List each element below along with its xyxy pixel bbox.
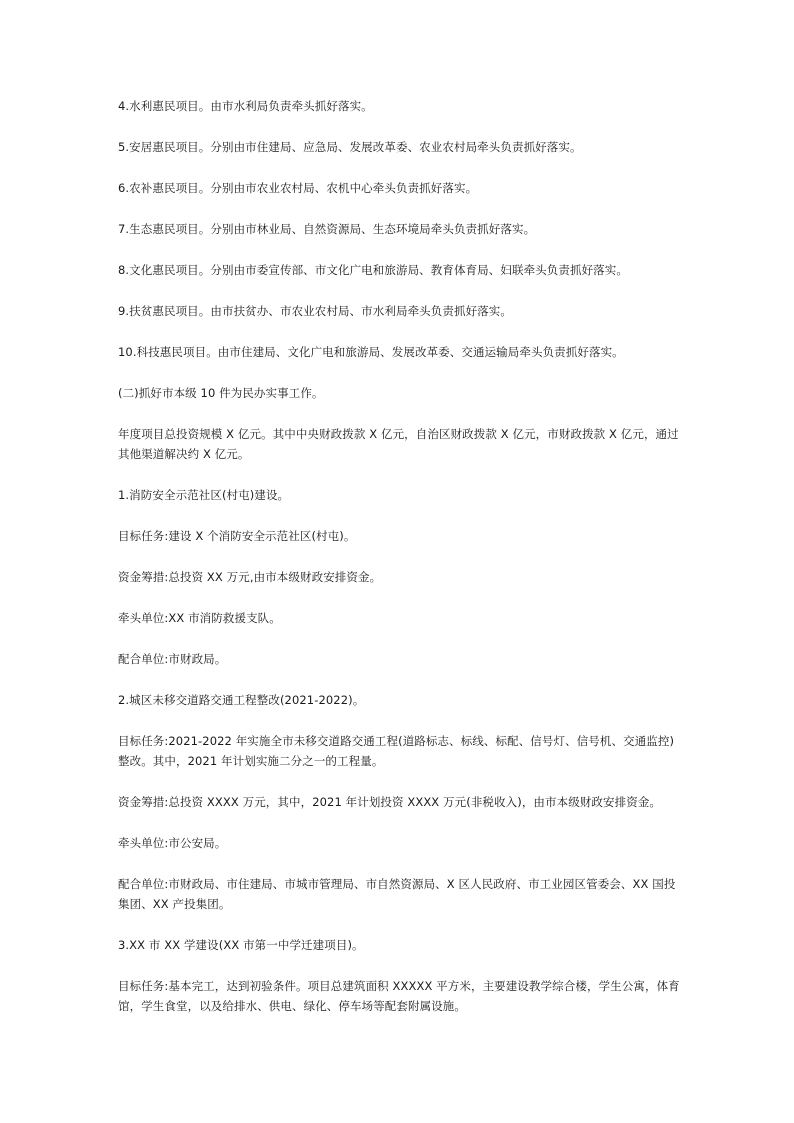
paragraph-fire-funding: 资金筹措:总投资 XX 万元,由市本级财政安排资金。 [118, 570, 382, 584]
paragraph-water-project: 4.水利惠民项目。由市水利局负责牵头抓好落实。 [118, 99, 373, 113]
item-heading-traffic-works: 2.城区未移交道路交通工程整改(2021-2022)。 [118, 693, 365, 707]
paragraph-tech-project: 10.科技惠民项目。由市住建局、文化广电和旅游局、发展改革委、交通运输局牵头负责抓好落实。 [118, 345, 624, 359]
item-heading-school-construction: 3.XX 市 XX 学建设(XX 市第一中学迁建项目)。 [118, 938, 364, 952]
paragraph-housing-project: 5.安居惠民项目。分别由市住建局、应急局、发展改革委、农业农村局牵头负责抓好落实。 [118, 140, 582, 154]
paragraph-school-target: 目标任务:基本完工，达到初验条件。项目总建筑面积 XXXXX 平方米，主要建设教学综合楼，学生公寓，体育馆，学生食堂，以及给排水、供电、绿化、停车场等配套附属设施。 [118, 979, 680, 1013]
paragraph-annual-investment: 年度项目总投资规模 X 亿元。其中中央财政拨款 X 亿元，自治区财政拨款 X 亿元，市财政拨款 X 亿元，通过其他渠道解决约 X 亿元。 [118, 427, 679, 461]
paragraph-traffic-funding: 资金筹措:总投资 XXXX 万元，其中，2021 年计划投资 XXXX 万元(非税收入)，由市本级财政安排资金。 [118, 795, 662, 809]
paragraph-fire-target: 目标任务:建设 X 个消防安全示范社区(村屯)。 [118, 529, 356, 543]
section-heading-ten-tasks: (二)抓好市本级 10 件为民办实事工作。 [118, 386, 324, 400]
paragraph-traffic-partner-unit: 配合单位:市财政局、市住建局、市城市管理局、市自然资源局、X 区人民政府、市工业园区管委会、XX 国投集团、XX 产投集团。 [118, 877, 676, 911]
paragraph-ecology-project: 7.生态惠民项目。分别由市林业局、自然资源局、生态环境局牵头负责抓好落实。 [118, 222, 536, 236]
document-body [118, 96, 680, 1037]
paragraph-culture-project: 8.文化惠民项目。分别由市委宣传部、市文化广电和旅游局、教育体育局、妇联牵头负责抓好落实。 [118, 263, 628, 277]
paragraph-traffic-target: 目标任务:2021-2022 年实施全市未移交道路交通工程(道路标志、标线、标配、信号灯、信号机、交通监控)整改。其中，2021 年计划实施二分之一的工程量。 [118, 734, 675, 768]
paragraph-poverty-project: 9.扶贫惠民项目。由市扶贫办、市农业农村局、市水利局牵头负责抓好落实。 [118, 304, 512, 318]
paragraph-traffic-lead-unit: 牵头单位:市公安局。 [118, 836, 227, 850]
paragraph-fire-partner-unit: 配合单位:市财政局。 [118, 652, 227, 666]
paragraph-agri-subsidy-project: 6.农补惠民项目。分别由市农业农村局、农机中心牵头负责抓好落实。 [118, 181, 478, 195]
item-heading-fire-safety: 1.消防安全示范社区(村屯)建设。 [118, 488, 290, 502]
paragraph-fire-lead-unit: 牵头单位:XX 市消防救援支队。 [118, 611, 281, 625]
